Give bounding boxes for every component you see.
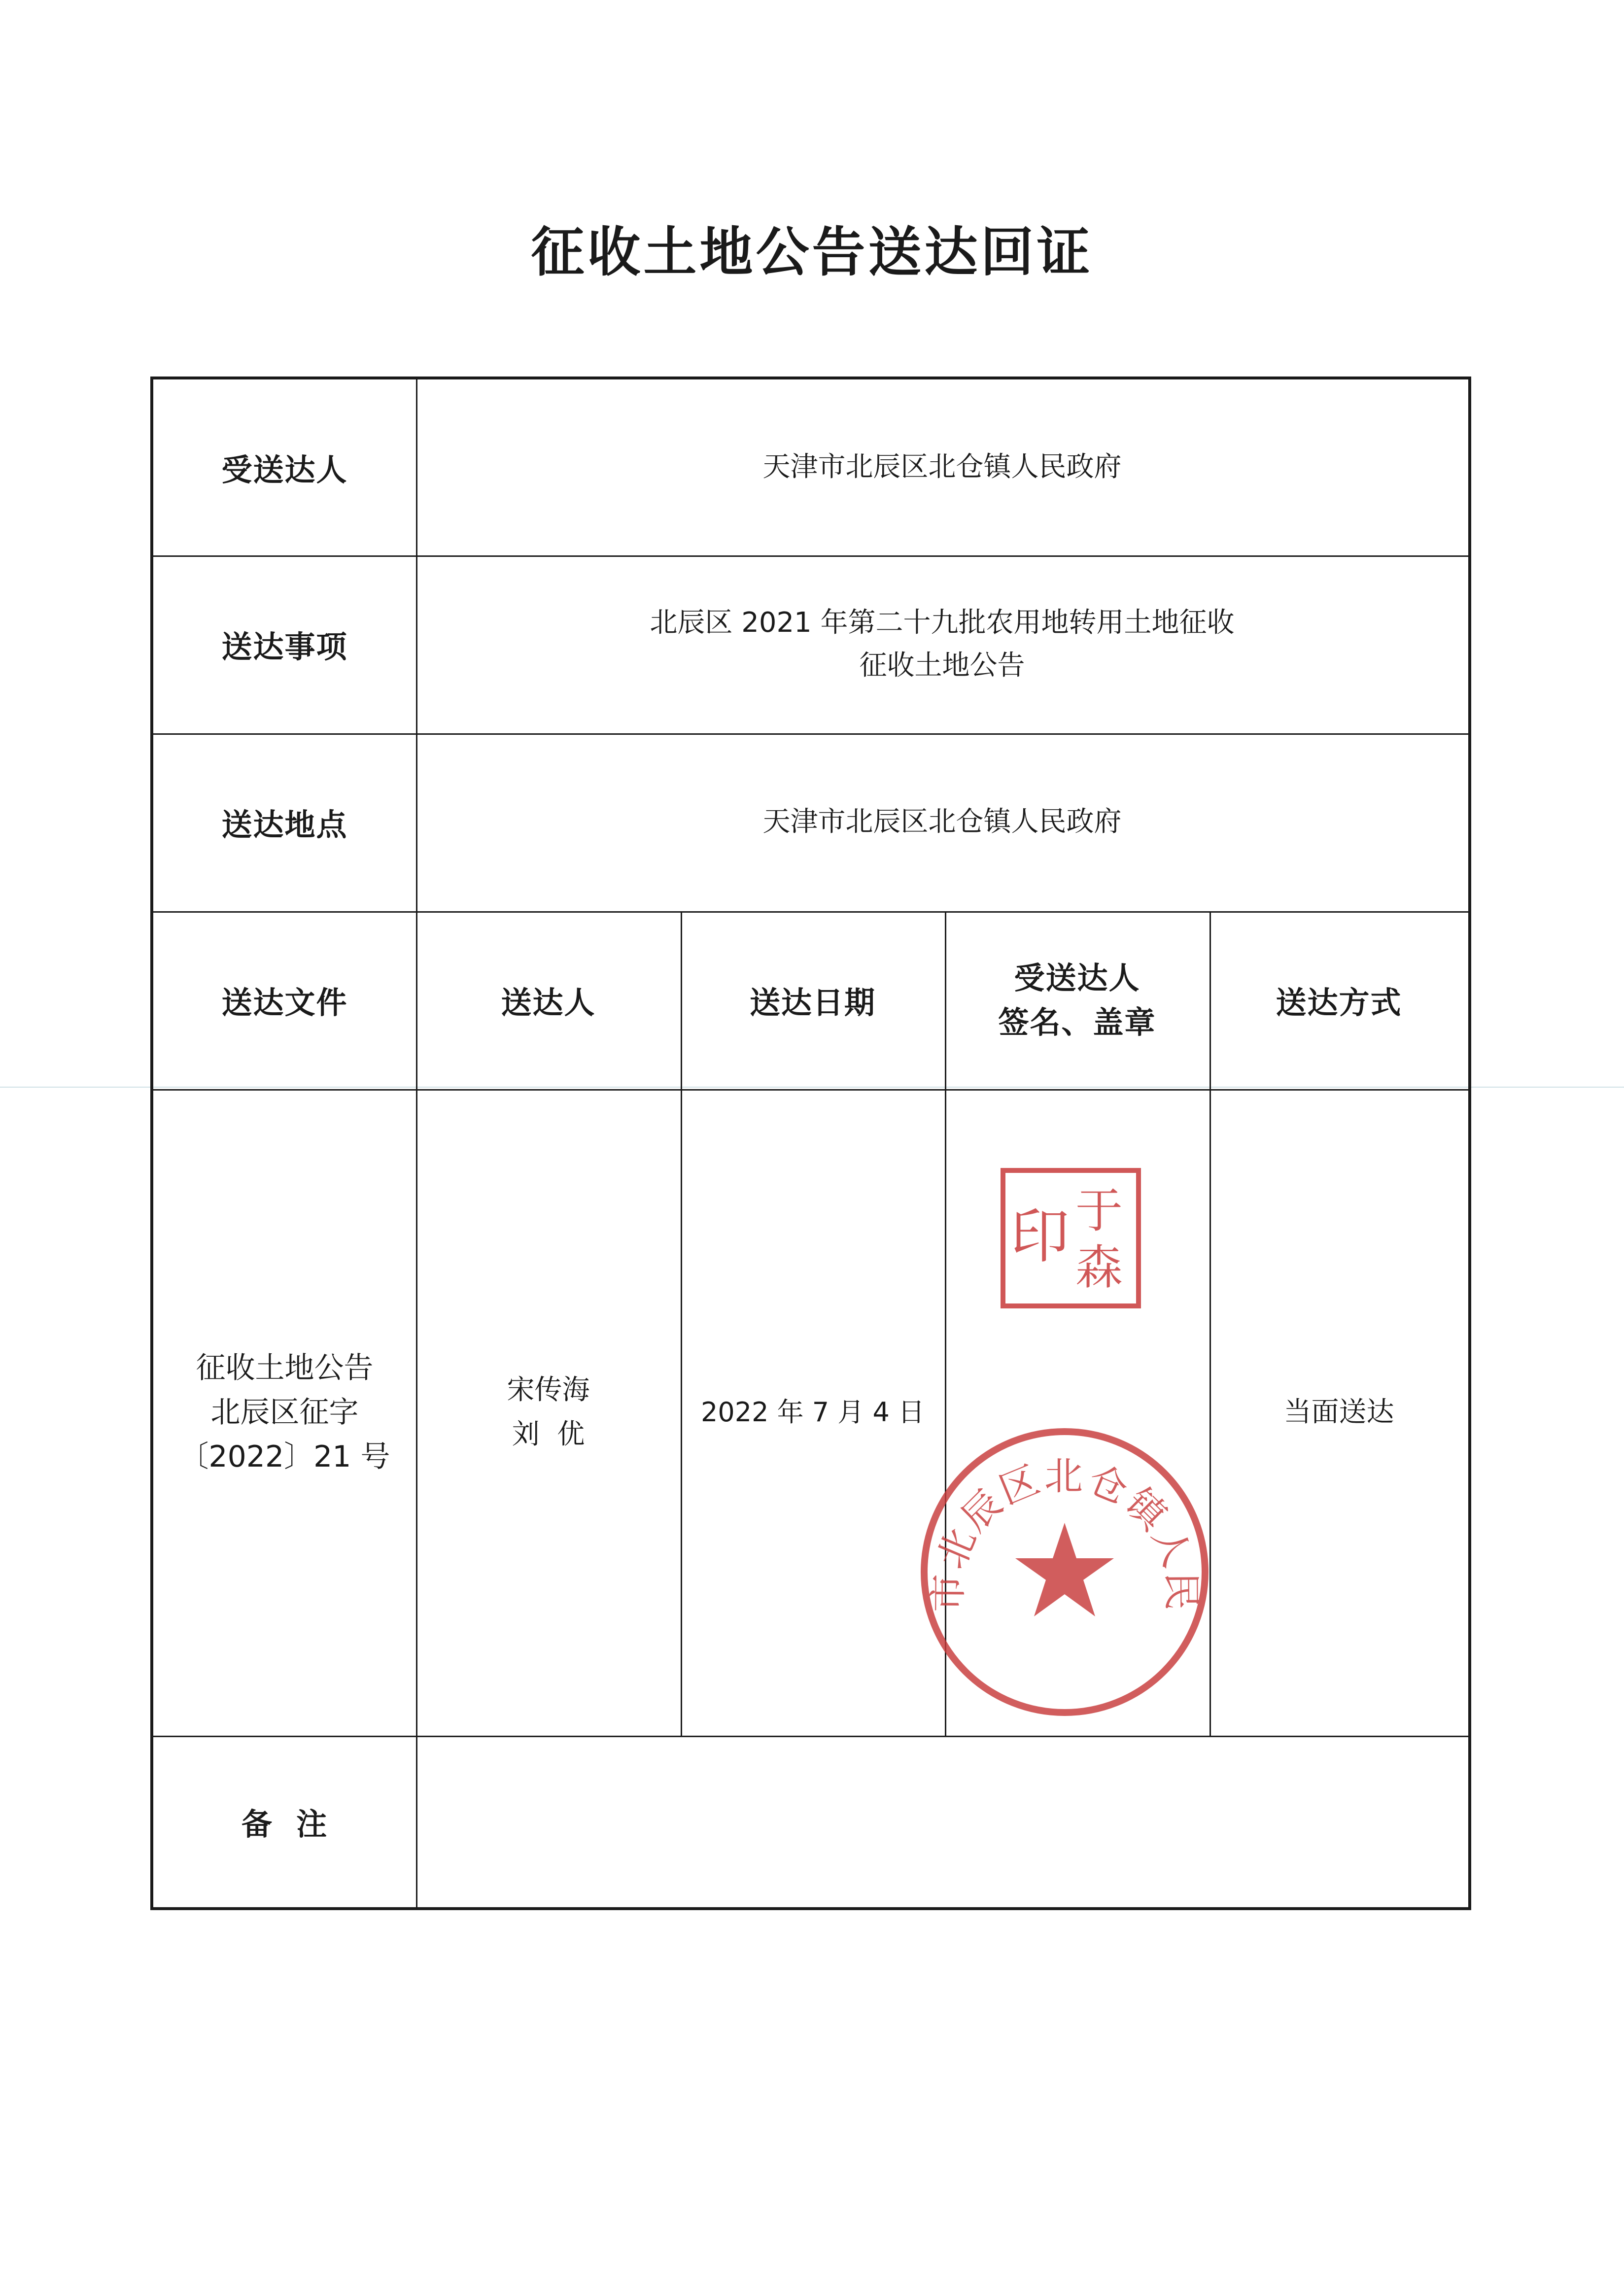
receipt-form xyxy=(150,377,1471,1910)
header-document: 送达文件 xyxy=(221,985,348,1021)
record-date: 2022 年 7 月 4 日 xyxy=(701,1397,925,1428)
page-title: 征收土地公告送达回证 xyxy=(531,222,1093,283)
seal-text: 市北辰区北仓镇人民 xyxy=(926,1454,1204,1612)
official-round-seal xyxy=(917,1424,1212,1720)
recipient-label: 受送达人 xyxy=(221,452,348,488)
svg-text:于: 于 xyxy=(1075,1183,1123,1238)
header-method: 送达方式 xyxy=(1276,985,1402,1021)
recipient-value: 天津市北辰区北仓镇人民政府 xyxy=(762,451,1122,483)
svg-text:印: 印 xyxy=(1010,1202,1070,1271)
record-document-line-2: 北辰区征字 xyxy=(210,1395,359,1430)
personal-name-seal xyxy=(1001,1168,1141,1308)
record-server-line-1: 宋传海 xyxy=(507,1374,590,1406)
header-signature-line-1: 受送达人 xyxy=(1014,960,1140,996)
matter-line-2: 征收土地公告 xyxy=(859,649,1025,682)
record-document-line-1: 征收土地公告 xyxy=(196,1351,374,1385)
remarks-label: 备 注 xyxy=(241,1806,328,1842)
remarks-value xyxy=(416,1736,1468,1907)
header-signature xyxy=(945,911,1209,1089)
matter-label: 送达事项 xyxy=(221,629,348,665)
record-server-line-2: 刘 优 xyxy=(512,1418,585,1450)
place-value: 天津市北辰区北仓镇人民政府 xyxy=(762,806,1122,838)
record-document-line-3: 〔2022〕21 号 xyxy=(179,1439,390,1474)
matter-line-1: 北辰区 2021 年第二十九批农用地转用土地征收 xyxy=(650,606,1235,639)
place-label: 送达地点 xyxy=(221,807,348,843)
record-method: 当面送达 xyxy=(1283,1396,1394,1428)
record-server xyxy=(416,1089,681,1736)
header-signature-line-2: 签名、盖章 xyxy=(998,1004,1156,1040)
header-date: 送达日期 xyxy=(749,985,876,1021)
matter-value xyxy=(416,555,1468,733)
record-document xyxy=(153,1089,416,1736)
header-server: 送达人 xyxy=(501,985,596,1021)
svg-text:森: 森 xyxy=(1075,1240,1123,1295)
